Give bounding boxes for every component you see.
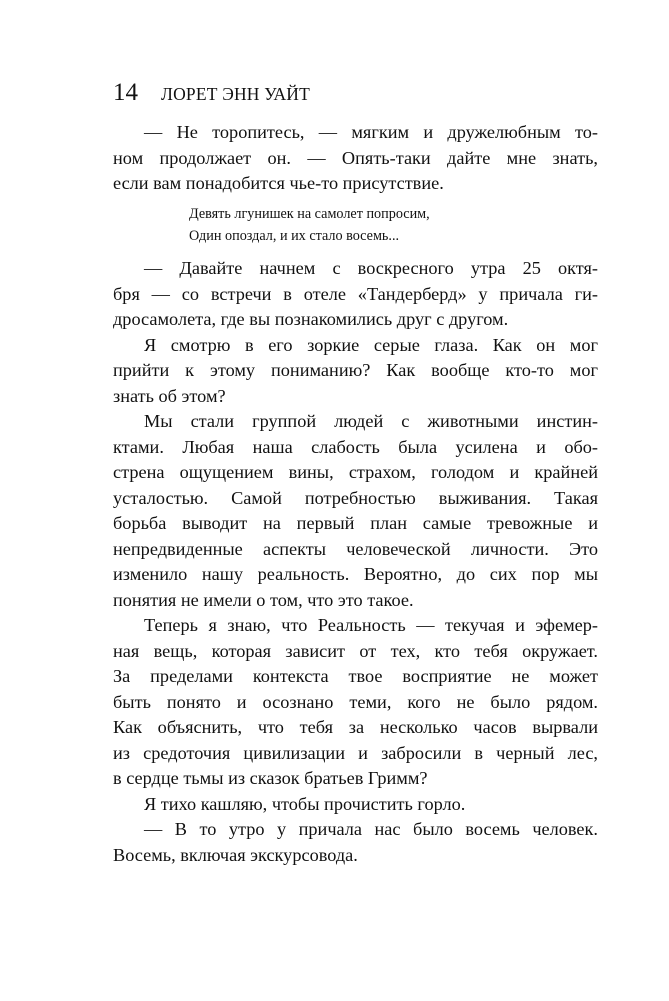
text-line: непредвиденные аспекты человеческой личности. Это	[113, 538, 598, 559]
text-line: понятия не имели о том, что это такое.	[113, 589, 414, 610]
text-line: — В то утро у причала нас было восемь человек.	[144, 819, 598, 839]
verse-line: Один опоздал, и их стало восемь...	[189, 228, 400, 244]
text-line: изменило нашу реальность. Вероятно, до сих пор мы	[113, 564, 598, 584]
main-body-text	[113, 256, 598, 868]
dialogue-opening-paragraph	[113, 120, 598, 197]
text-line: Я смотрю в его зоркие серые глаза. Как он мог	[144, 334, 598, 355]
text-line: борьба выводит на первый план самые тревожные и	[113, 513, 598, 533]
text-line: ктами. Любая наша слабость была усилена и обо-	[113, 436, 598, 457]
text-line: стрена ощущением вины, страхом, голодом и крайней	[113, 462, 598, 482]
verse-epigraph	[189, 203, 509, 247]
text-line: быть понято и осознано теми, кого не было рядом.	[113, 691, 598, 712]
text-line: Как объяснить, что тебя за несколько часов вырвали	[113, 717, 598, 737]
text-line: Мы стали группой людей с животными инстин-	[144, 411, 598, 431]
text-line: ная вещь, которая зависит от тех, кто тебя окружает.	[113, 640, 598, 661]
text-line: знать об этом?	[113, 385, 226, 406]
text-line: прийти к этому пониманию? Как вообще кто-то мог	[113, 360, 598, 380]
text-line: дросамолета, где вы познакомились друг с другом.	[113, 309, 509, 329]
text-line: если вам понадобится чье-то присутствие.	[113, 173, 444, 193]
text-line: Я тихо кашляю, чтобы прочистить горло.	[144, 793, 466, 814]
text-line: усталостью. Самой потребностью выживания. Такая	[113, 487, 598, 508]
text-line: — Давайте начнем с воскресного утра 25 октя-	[144, 258, 598, 278]
text-line: ном продолжает он. — Опять-таки дайте мне знать,	[113, 147, 598, 168]
text-line: — Не торопитесь, — мягким и дружелюбным то-	[144, 122, 598, 142]
page-number: 14	[113, 79, 138, 106]
author-name: ЛОРЕТ ЭНН УАЙТ	[161, 84, 311, 104]
text-line: Теперь я знаю, что Реальность — текучая и эфемер-	[144, 615, 598, 635]
text-line: Восемь, включая экскурсовода.	[113, 844, 358, 865]
text-line: За пределами контекста твое восприятие не может	[113, 666, 598, 686]
text-line: в сердце тьмы из сказок братьев Гримм?	[113, 768, 428, 788]
text-line: из средоточия цивилизации и забросили в черный лес,	[113, 742, 598, 763]
text-line: бря — со встречи в отеле «Тандерберд» у причала ги-	[113, 283, 598, 304]
verse-line: Девять лгунишек на самолет попросим,	[189, 206, 430, 222]
running-header	[113, 76, 310, 110]
